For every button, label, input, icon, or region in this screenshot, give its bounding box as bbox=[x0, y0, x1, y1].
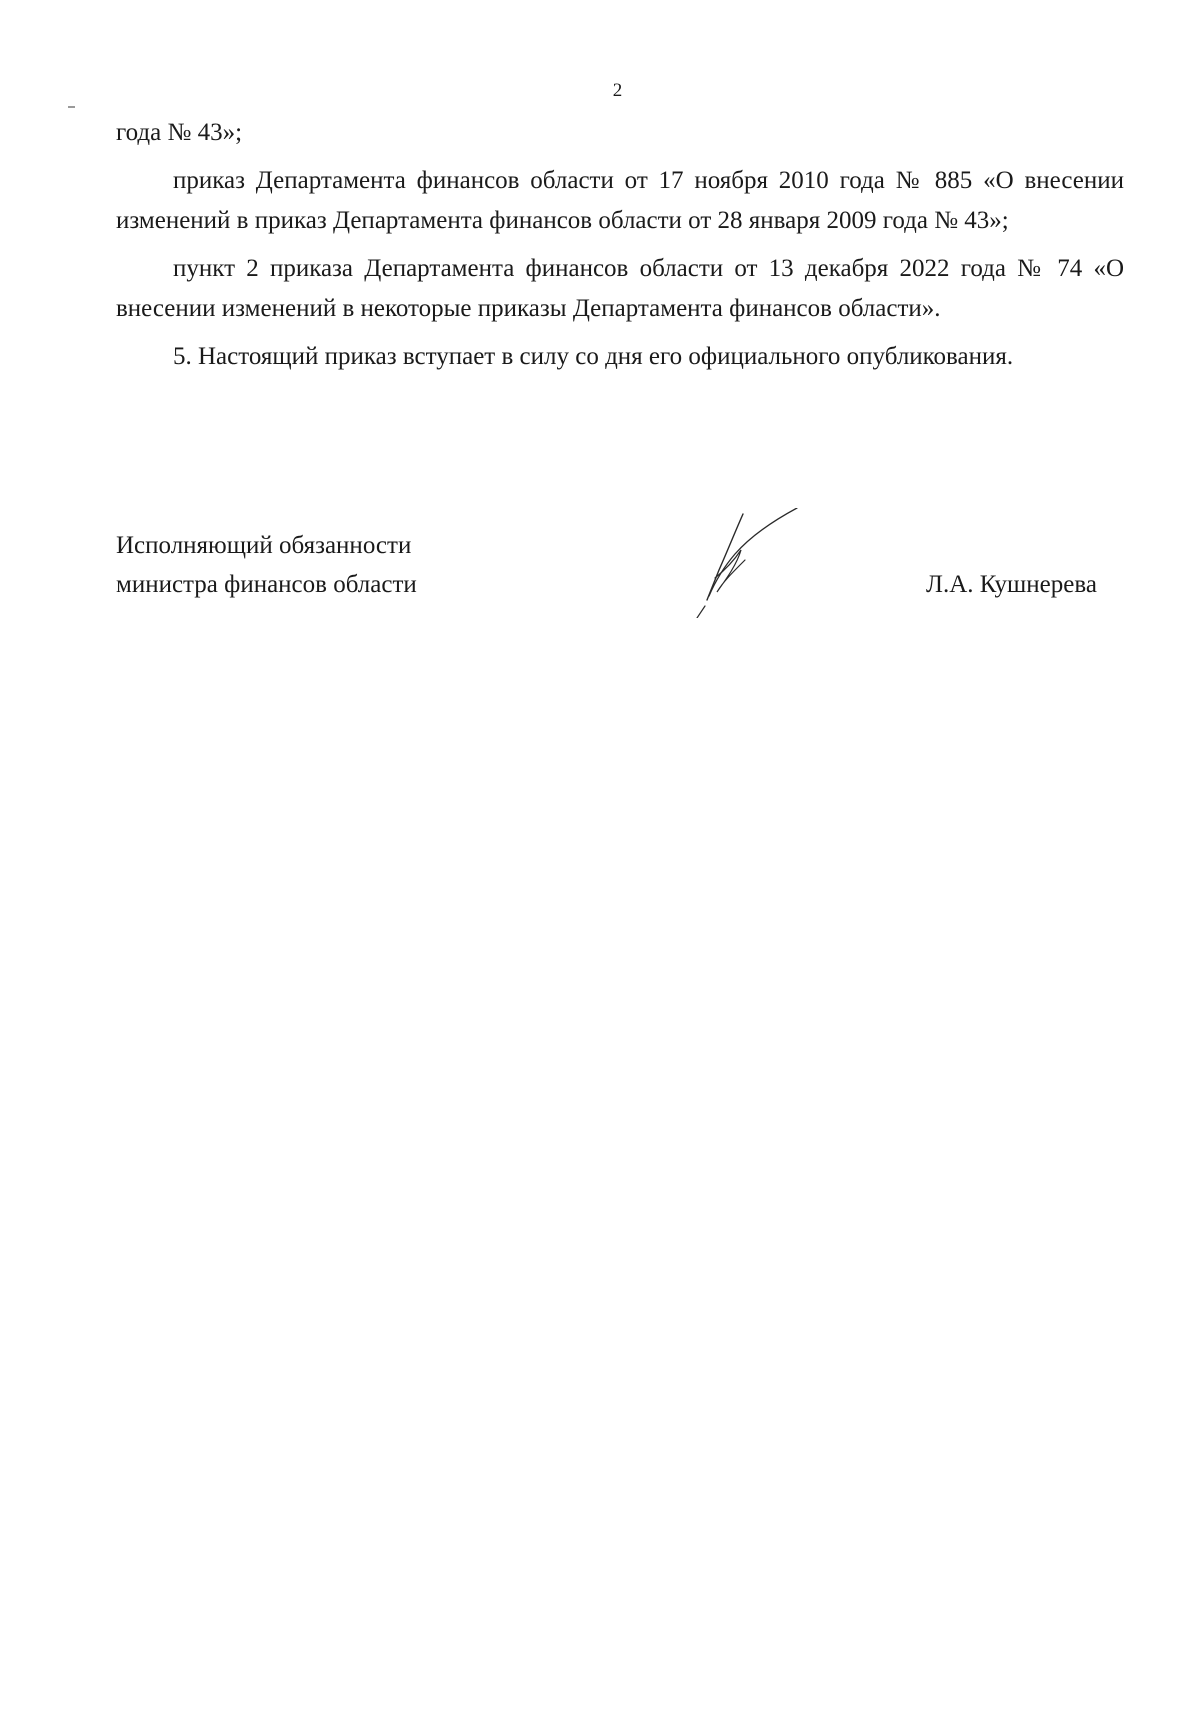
signatory-position-line1: Исполняющий обязанности bbox=[116, 532, 412, 559]
paragraph-order-885: приказ Департамента финансов области от 17 ноября 2010 года № 885 «О внесении изменений в приказ Департамента финансов области от 28 января 2009 года № 43»; bbox=[116, 167, 1124, 234]
paragraph-effective-date: 5. Настоящий приказ вступает в силу со дня его официального опубликования. bbox=[173, 343, 1014, 370]
scan-artifact bbox=[68, 106, 75, 108]
document-body bbox=[116, 113, 1124, 377]
page-number: 2 bbox=[612, 80, 623, 101]
handwritten-signature bbox=[685, 508, 805, 618]
paragraph-continuation: года № 43»; bbox=[116, 119, 243, 146]
signatory-position bbox=[116, 526, 417, 604]
signatory-position-line2: министра финансов области bbox=[116, 571, 417, 598]
signatory-name: Л.А. Кушнерева bbox=[926, 571, 1097, 598]
paragraph-order-74: пункт 2 приказа Департамента финансов области от 13 декабря 2022 года № 74 «О внесении изменений в некоторые приказы Департамента финансов области». bbox=[116, 255, 1124, 322]
